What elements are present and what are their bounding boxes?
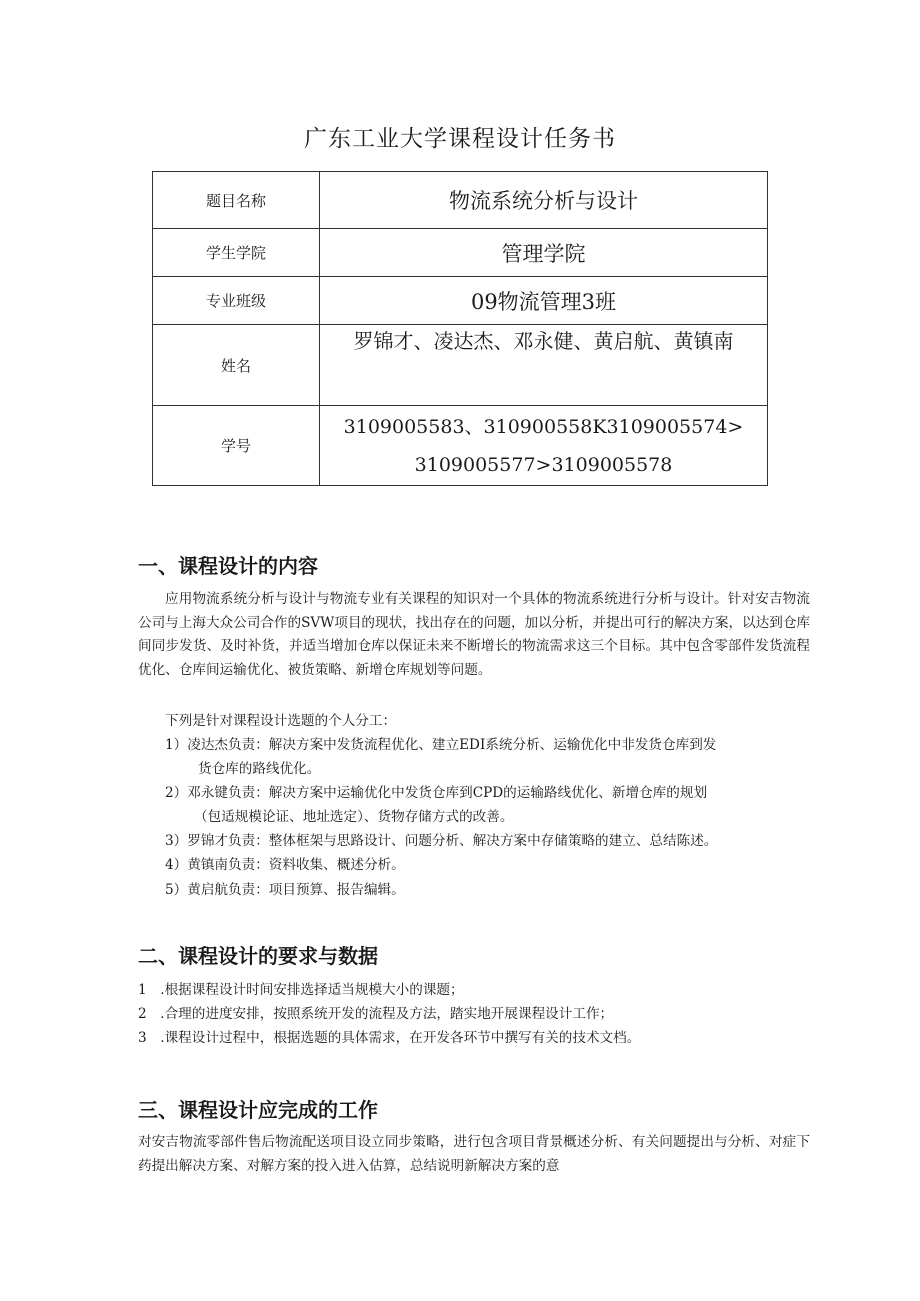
student-ids-line1: 3109005583、310900558K3109005574> [343,415,744,438]
label-student-id: 学号 [153,406,320,486]
label-class: 专业班级 [153,277,320,325]
table-row [153,229,768,277]
list-item: 4）黄镇南负责：资料收集、概述分析。 [165,857,405,873]
value-names: 罗锦才、凌达杰、邓永健、黄启航、黄镇南 [320,325,768,406]
section1-heading: 一、课程设计的内容 [138,554,318,578]
list-item: 5）黄启航负责：项目预算、报告编辑。 [165,882,405,898]
list-item-continuation: 货仓库的路线优化。 [198,761,321,777]
list-item: 1 .根据课程设计时间安排选择适当规模大小的课题； [138,982,464,998]
label-topic: 题目名称 [153,172,320,229]
info-table [152,171,768,486]
section3-heading: 三、课程设计应完成的工作 [138,1098,378,1122]
table-row [153,277,768,325]
list-item: 1）凌达杰负责：解决方案中发货流程优化、建立EDI系统分析、运输优化中非发货仓库到发 [165,737,717,753]
section1-intro: 下列是针对课程设计选题的个人分工： [165,713,397,729]
section2-heading: 二、课程设计的要求与数据 [138,944,378,968]
list-item-continuation: （包适规模论证、地址选定）、货物存储方式的改善。 [194,809,514,825]
value-college: 管理学院 [320,229,768,277]
document-title: 广东工业大学课程设计任务书 [304,126,616,152]
student-ids-line2: 3109005577>3109005578 [414,453,673,476]
section3-paragraph: 对安吉物流零部件售后物流配送项目设立同步策略，进行包含项目背景概述分析、有关问题提出与分析、对症下药提出解决方案、对解方案的投入进入估算，总结说明新解决方案的意 [138,1134,810,1174]
table-row [153,325,768,406]
list-item: 3 .课程设计过程中，根据选题的具体需求，在开发各环节中撰写有关的技术文档。 [138,1030,641,1046]
value-topic: 物流系统分析与设计 [320,172,768,229]
table-row [153,406,768,486]
list-item: 2 .合理的进度安排，按照系统开发的流程及方法，踏实地开展课程设计工作； [138,1006,614,1022]
value-class: 09物流管理3班 [320,277,768,325]
list-item: 2）邓永键负责：解决方案中运输优化中发货仓库到CPD的运输路线优化、新增仓库的规划 [165,785,708,801]
value-student-ids [320,406,768,486]
label-college: 学生学院 [153,229,320,277]
table-row [153,172,768,229]
list-item: 3）罗锦才负责：整体框架与思路设计、问题分析、解决方案中存储策略的建立、总结陈述。 [165,833,718,849]
section1-paragraph: 应用物流系统分析与设计与物流专业有关课程的知识对一个具体的物流系统进行分析与设计。针对安吉物流公司与上海大众公司合作的SVW项目的现状，找出存在的问题，加以分析，并提出可行的解决方案，以达到仓库间同步发货、及时补货，并适当增加仓库以保证未来不断增长的物流需求这三个目标。其中包含零部件发货流程优化、仓库间运输优化、被货策略、新增仓库规划等问题。 [138,591,811,678]
label-name: 姓名 [153,325,320,406]
